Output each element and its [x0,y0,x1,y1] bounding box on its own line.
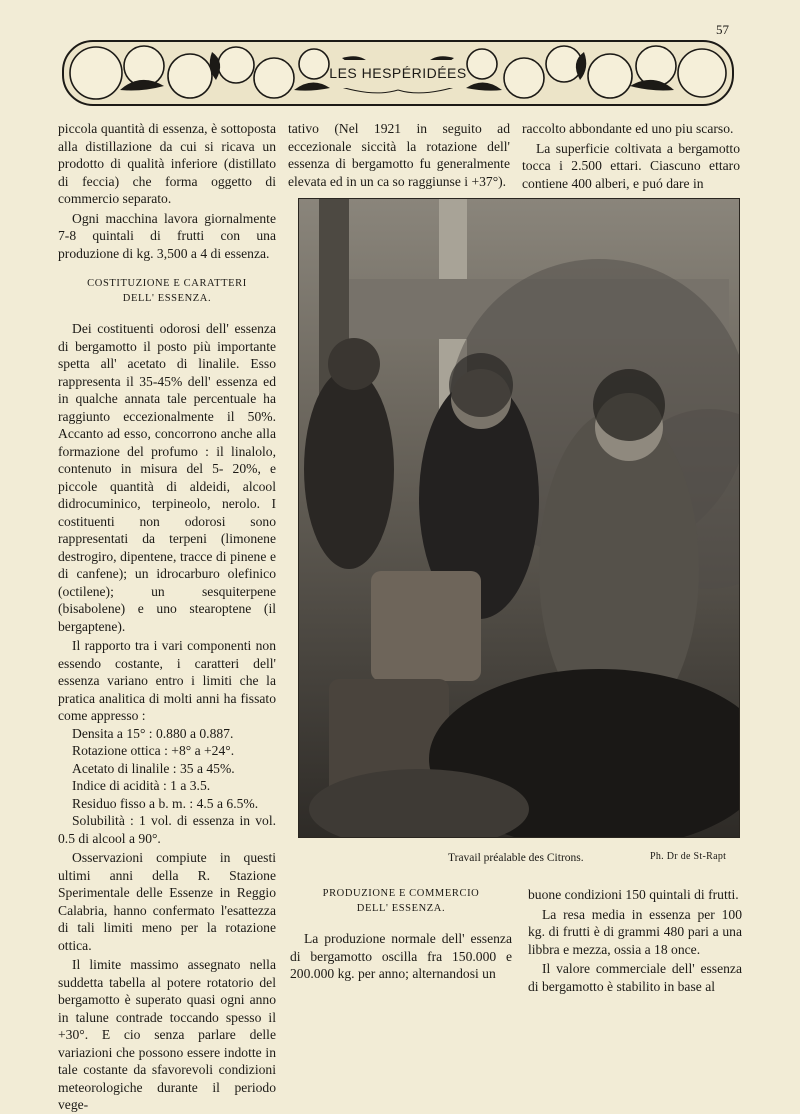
paragraph: buone condizioni 150 quintali di frutti. [528,887,739,902]
paragraph: Il rapporto tra i vari componenti non essendo costante, i caratteri dell' essenza variano entro i limiti che la pratica analitica di molti anni ha fissato come appresso : [58,638,276,723]
heading-line: DELL' ESSENZA. [356,903,446,914]
text-column-4 [290,886,512,983]
paragraph: tativo (Nel 1921 in seguito ad eccezionale siccità la rotazione dell' essenza di bergamotto fu generalmente elevata ed in un ca so raggiunse i +37°). [288,121,510,189]
property-line: Indice di acidità : 1 a 3.5. [72,778,211,793]
property-line: Rotazione ottica : +8° a +24°. [72,743,235,758]
page-number: 57 [716,22,729,37]
paragraph: raccolto abbondante ed uno piu scarso. [522,121,734,136]
text-column-3 [522,120,740,192]
section-heading-produzione [290,886,512,916]
property-line: Residuo fisso a b. m. : 4.5 a 6.5%. [72,795,259,811]
photo-credit: Ph. Dr de St-Rapt [650,851,727,862]
paragraph: Il valore commerciale dell' essenza di bergamotto è stabilito in base al [528,961,742,994]
paragraph: La resa media in essenza per 100 kg. di frutti è di grammi 480 pari a una libbra e mezza, ossia a 18 once. [528,906,742,957]
paragraph: piccola quantità di essenza, è sottoposta alla distillazione da cui si ricava un prodotto di qualità inferiore (distillato di feccia) che forma oggetto di commercio separato. [58,121,276,206]
header-banner [62,40,734,106]
heading-line: PRODUZIONE E COMMERCIO [322,888,480,899]
text-column-1 [58,120,276,1114]
property-line: Solubilità : 1 vol. di essenza in vol. 0.5 di alcool a 90°. [58,813,276,846]
property-line: Densita a 15° : 0.880 a 0.887. [72,725,234,741]
paragraph: Osservazioni compiute in questi ultimi anni della R. Stazione Sperimentale delle Essenze in Reggio Calabria, hanno confermato l'esattezza di tali limiti meno per la rotazione ottica. [58,850,276,953]
paragraph: La produzione normale dell' essenza di bergamotto oscilla fra 150.000 e 200.000 kg. per anno; alternandosi un [290,931,512,981]
text-column-2 [288,120,510,190]
paragraph: Ogni macchina lavora giornalmente 7-8 quintali di frutti con una produzione di kg. 3,500 a 4 di essenza. [58,210,276,261]
paragraph: Dei costituenti odorosi dell' essenza di bergamotto il posto più importante spetta all' acetato di linalile. Esso rappresenta il 35-45% dell' essenza ed in qualche annata tale percentuale ha raggiunto eccezionalmente il 50%. Accanto ad esso, concorrono anche alla formazione del profumo : il linalolo, contenuto in misura del 5- 20%, e piccole quantità di aldeidi, alcool didrocuminico, terpineolo, nerolo. I costituenti non odorosi sono rappresentati da terpeni (limonene destrogiro, dipentene, tracce di pinene e di canfene); un idrocarburo olefinico (octilene); un sesquiterpene (bisabolene) e uno stearoptene (il bergaptene). [58,321,276,634]
paragraph: Il limite massimo assegnato nella suddetta tabella al potere rotatorio del bergamotto è superato quasi ogni anno in talune contrade toccando spesso il +30°. E cio senza parlare delle variazioni che possono essere indotte in tale costante da sfavorevoli condizioni meteorologiche durante il periodo vege- [58,957,276,1112]
section-heading-costituzione [58,276,276,306]
paragraph: La superficie coltivata a bergamotto tocca i 2.500 ettari. Ciascuno ettaro contiene 400 alberi, e puó dare in [522,140,740,191]
workers-sorting-citrons-photo-icon [299,199,739,837]
photograph [298,198,740,838]
banner-title: LES HESPÉRIDÉES [329,65,467,81]
property-line: Acetato di linalile : 35 a 45%. [72,760,235,776]
heading-line: COSTITUZIONE E CARATTERI [87,278,247,289]
heading-line: DELL' ESSENZA. [122,293,212,304]
photo-caption: Travail préalable des Citrons. [448,852,584,864]
text-column-5 [528,886,742,995]
